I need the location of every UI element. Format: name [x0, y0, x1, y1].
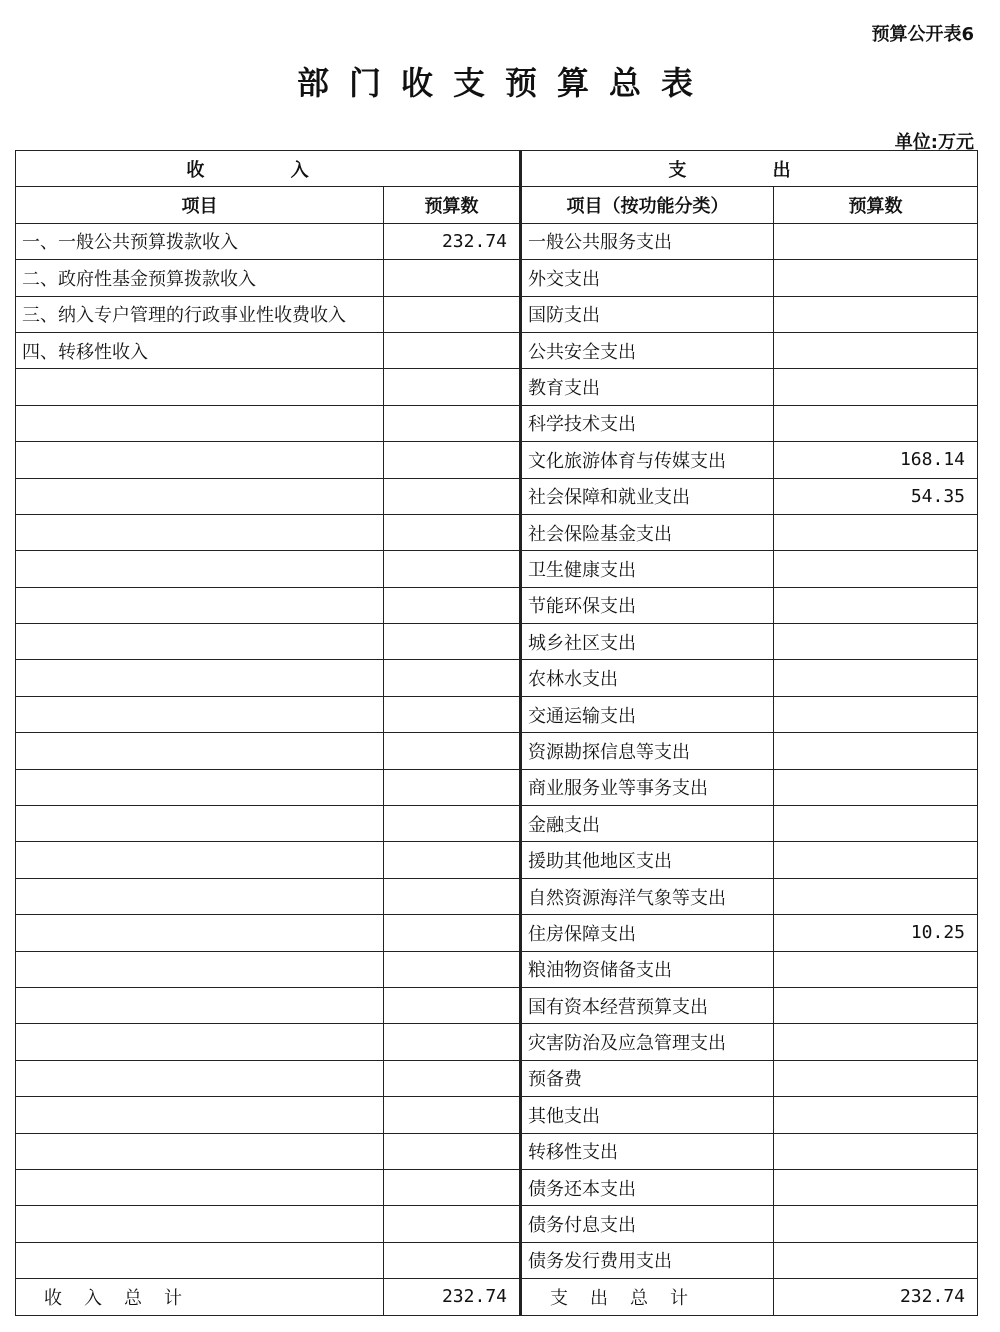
- income-value-cell: [384, 369, 521, 405]
- income-value-cell: [384, 260, 521, 296]
- expense-item-cell: 预备费: [521, 1060, 774, 1096]
- col-header-item: 项目: [16, 187, 384, 223]
- table-row: [16, 915, 978, 951]
- income-item-cell: [16, 987, 384, 1023]
- expense-value-cell: [774, 660, 978, 696]
- income-value-cell: [384, 696, 521, 732]
- expense-value-cell: [774, 1097, 978, 1133]
- col-header-budget-2: 预算数: [774, 187, 978, 223]
- income-item-cell: [16, 624, 384, 660]
- income-value-cell: [384, 1242, 521, 1278]
- income-item-cell: [16, 1133, 384, 1169]
- expense-value-cell: [774, 1169, 978, 1205]
- expense-value-cell: [774, 369, 978, 405]
- table-row: [16, 223, 978, 259]
- table-row: [16, 442, 978, 478]
- expense-value-cell: 168.14: [774, 442, 978, 478]
- expense-item-cell: 国有资本经营预算支出: [521, 987, 774, 1023]
- income-value-cell: [384, 733, 521, 769]
- income-item-cell: [16, 369, 384, 405]
- table-row: [16, 587, 978, 623]
- table-row: [16, 1060, 978, 1096]
- col-header-budget: 预算数: [384, 187, 521, 223]
- table-row: [16, 769, 978, 805]
- table-row: [16, 296, 978, 332]
- expense-item-cell: 转移性支出: [521, 1133, 774, 1169]
- income-value-cell: [384, 587, 521, 623]
- income-value-cell: [384, 296, 521, 332]
- income-item-cell: [16, 696, 384, 732]
- expense-value-cell: 54.35: [774, 478, 978, 514]
- table-row: [16, 733, 978, 769]
- expense-value-cell: [774, 1242, 978, 1278]
- expense-item-cell: 卫生健康支出: [521, 551, 774, 587]
- income-item-cell: [16, 514, 384, 550]
- income-value-cell: [384, 1024, 521, 1060]
- income-value-cell: [384, 624, 521, 660]
- table-row: [16, 260, 978, 296]
- table-row: [16, 878, 978, 914]
- total-row: [16, 1279, 978, 1315]
- table-row: [16, 660, 978, 696]
- table-row: [16, 624, 978, 660]
- expense-item-cell: 科学技术支出: [521, 405, 774, 441]
- budget-table: [15, 150, 978, 1316]
- table-row: [16, 405, 978, 441]
- table-row: [16, 1097, 978, 1133]
- table-row: [16, 1206, 978, 1242]
- expense-value-cell: 10.25: [774, 915, 978, 951]
- expense-item-cell: 一般公共服务支出: [521, 223, 774, 259]
- table-row: [16, 1024, 978, 1060]
- expense-item-cell: 公共安全支出: [521, 332, 774, 368]
- table-row: [16, 478, 978, 514]
- income-value-cell: [384, 842, 521, 878]
- expense-item-cell: 交通运输支出: [521, 696, 774, 732]
- expense-item-cell: 金融支出: [521, 806, 774, 842]
- income-item-cell: [16, 1060, 384, 1096]
- income-item-cell: [16, 1169, 384, 1205]
- income-item-cell: [16, 1242, 384, 1278]
- expense-item-cell: 援助其他地区支出: [521, 842, 774, 878]
- income-value-cell: [384, 478, 521, 514]
- expense-value-cell: [774, 514, 978, 550]
- income-value-cell: [384, 551, 521, 587]
- income-item-cell: [16, 1206, 384, 1242]
- income-item-cell: [16, 1097, 384, 1133]
- expense-total-value: 232.74: [774, 1279, 978, 1315]
- expense-value-cell: [774, 405, 978, 441]
- table-row: [16, 806, 978, 842]
- income-value-cell: [384, 987, 521, 1023]
- income-item-cell: 三、纳入专户管理的行政事业性收费收入: [16, 296, 384, 332]
- income-total-value: 232.74: [384, 1279, 521, 1315]
- income-value-cell: [384, 1133, 521, 1169]
- income-value-cell: [384, 1206, 521, 1242]
- expense-item-cell: 灾害防治及应急管理支出: [521, 1024, 774, 1060]
- income-item-cell: [16, 878, 384, 914]
- income-value-cell: [384, 878, 521, 914]
- income-value-cell: [384, 915, 521, 951]
- expense-value-cell: [774, 223, 978, 259]
- income-item-cell: [16, 806, 384, 842]
- expense-value-cell: [774, 296, 978, 332]
- expense-item-cell: 自然资源海洋气象等支出: [521, 878, 774, 914]
- expense-value-cell: [774, 951, 978, 987]
- expense-item-cell: 节能环保支出: [521, 587, 774, 623]
- income-value-cell: [384, 769, 521, 805]
- income-value-cell: [384, 1097, 521, 1133]
- income-item-cell: [16, 660, 384, 696]
- expense-value-cell: [774, 624, 978, 660]
- income-value-cell: [384, 514, 521, 550]
- income-item-cell: 四、转移性收入: [16, 332, 384, 368]
- expense-item-cell: 资源勘探信息等支出: [521, 733, 774, 769]
- expense-item-cell: 国防支出: [521, 296, 774, 332]
- expense-item-cell: 其他支出: [521, 1097, 774, 1133]
- income-value-cell: [384, 806, 521, 842]
- table-row: [16, 1169, 978, 1205]
- income-item-cell: [16, 478, 384, 514]
- expense-value-cell: [774, 696, 978, 732]
- expense-value-cell: [774, 842, 978, 878]
- table-row: [16, 696, 978, 732]
- income-value-cell: [384, 951, 521, 987]
- expense-item-cell: 债务还本支出: [521, 1169, 774, 1205]
- expense-total-label: 支出总计: [521, 1279, 774, 1315]
- table-row: [16, 369, 978, 405]
- expense-value-cell: [774, 806, 978, 842]
- expense-value-cell: [774, 1024, 978, 1060]
- table-row: [16, 951, 978, 987]
- section-header-row: [16, 151, 978, 187]
- col-header-item-function: 项目（按功能分类）: [521, 187, 774, 223]
- table-row: [16, 1133, 978, 1169]
- expense-item-cell: 外交支出: [521, 260, 774, 296]
- income-item-cell: [16, 551, 384, 587]
- expense-value-cell: [774, 878, 978, 914]
- expense-value-cell: [774, 551, 978, 587]
- expense-value-cell: [774, 1206, 978, 1242]
- income-value-cell: 232.74: [384, 223, 521, 259]
- expense-value-cell: [774, 332, 978, 368]
- expense-section-header: 支 出: [521, 151, 978, 187]
- income-item-cell: [16, 1024, 384, 1060]
- income-item-cell: [16, 769, 384, 805]
- expense-item-cell: 教育支出: [521, 369, 774, 405]
- income-item-cell: [16, 405, 384, 441]
- table-row: [16, 551, 978, 587]
- expense-value-cell: [774, 733, 978, 769]
- expense-value-cell: [774, 587, 978, 623]
- income-value-cell: [384, 442, 521, 478]
- expense-value-cell: [774, 260, 978, 296]
- income-value-cell: [384, 405, 521, 441]
- expense-item-cell: 社会保险基金支出: [521, 514, 774, 550]
- expense-item-cell: 社会保障和就业支出: [521, 478, 774, 514]
- expense-value-cell: [774, 987, 978, 1023]
- expense-value-cell: [774, 1133, 978, 1169]
- income-value-cell: [384, 1169, 521, 1205]
- expense-item-cell: 城乡社区支出: [521, 624, 774, 660]
- income-section-header: 收 入: [16, 151, 521, 187]
- table-number-tag: 预算公开表6: [871, 24, 974, 45]
- income-item-cell: [16, 842, 384, 878]
- expense-item-cell: 文化旅游体育与传媒支出: [521, 442, 774, 478]
- income-item-cell: [16, 951, 384, 987]
- income-item-cell: 二、政府性基金预算拨款收入: [16, 260, 384, 296]
- table-row: [16, 332, 978, 368]
- income-item-cell: [16, 733, 384, 769]
- income-value-cell: [384, 1060, 521, 1096]
- table-row: [16, 514, 978, 550]
- expense-item-cell: 农林水支出: [521, 660, 774, 696]
- income-item-cell: [16, 442, 384, 478]
- income-value-cell: [384, 660, 521, 696]
- page-title: 部门收支预算总表: [296, 64, 713, 102]
- expense-item-cell: 粮油物资储备支出: [521, 951, 774, 987]
- table-row: [16, 987, 978, 1023]
- expense-value-cell: [774, 769, 978, 805]
- income-total-label: 收入总计: [16, 1279, 384, 1315]
- income-item-cell: [16, 915, 384, 951]
- expense-item-cell: 债务付息支出: [521, 1206, 774, 1242]
- column-header-row: [16, 187, 978, 223]
- expense-item-cell: 商业服务业等事务支出: [521, 769, 774, 805]
- income-item-cell: [16, 587, 384, 623]
- expense-item-cell: 住房保障支出: [521, 915, 774, 951]
- income-item-cell: 一、一般公共预算拨款收入: [16, 223, 384, 259]
- unit-label: 单位:万元: [894, 132, 974, 153]
- table-row: [16, 1242, 978, 1278]
- income-value-cell: [384, 332, 521, 368]
- table-row: [16, 842, 978, 878]
- expense-value-cell: [774, 1060, 978, 1096]
- expense-item-cell: 债务发行费用支出: [521, 1242, 774, 1278]
